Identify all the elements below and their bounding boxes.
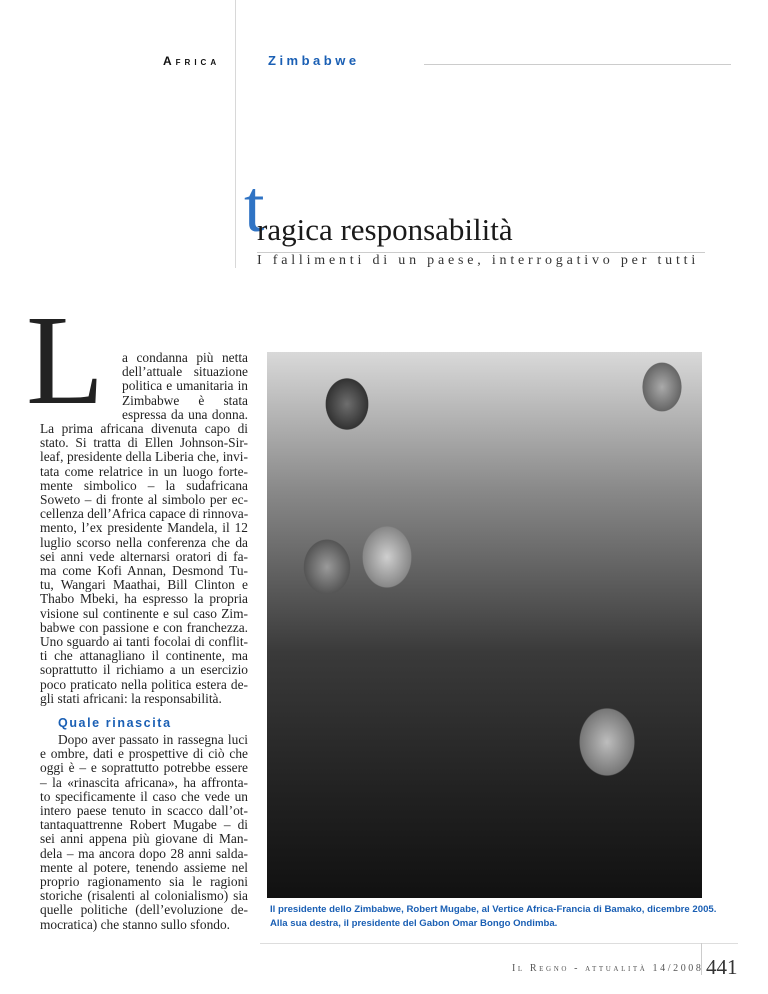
text-line: mocratica) che stanno sullo sfondo. [40, 916, 231, 932]
drop-cap: L [26, 289, 105, 431]
text-line: tantaquattrenne Robert Mugabe – di [40, 817, 248, 833]
text-line: Soweto – di fronte al simbolo per ec- [40, 492, 248, 507]
text-line: dell’attuale situazione [122, 364, 248, 380]
topic-label: Zimbabwe [268, 53, 360, 68]
text-line: babwe con passione e con franchezza. [40, 619, 248, 635]
article-title: ragica responsabilità [257, 212, 513, 247]
section-label: Africa [163, 54, 221, 68]
text-line: cellenza dell’Africa capace di rinnova- [40, 506, 249, 522]
footer-rule [260, 943, 738, 944]
publication-name: Il Regno - attualità 14/2008 [512, 963, 704, 974]
text-line: poco praticato nella politica estera de- [40, 676, 248, 692]
text-line: Uno sguardo ai tanti focolai di conflit- [40, 634, 248, 649]
title-initial: t [244, 166, 265, 248]
text-line: luglio scorso nella conferenza che da [40, 534, 248, 550]
text-line: a condanna più netta [122, 350, 248, 365]
text-line: – la «rinascita africana», ha affronta- [40, 774, 248, 790]
text-line: ti che attanagliano il continente, ma [40, 648, 248, 664]
text-line: sei anni vede alternarsi oratori di fa- [40, 548, 248, 564]
caption-line: Alla sua destra, il presidente del Gabon Omar Bongo Ondimba. [270, 918, 558, 929]
text-line: stato. Si tratta di Ellen Johnson-Sir- [40, 435, 248, 451]
text-line: Dopo aver passato in rassegna luci [58, 732, 248, 747]
photo [267, 352, 702, 898]
text-line: oggi è – e soprattutto potrebbe essere [40, 760, 248, 776]
text-line: soprattutto il richiamo a un esercizio [40, 662, 248, 678]
text-line: gli stati africani: la responsabilità. [40, 690, 222, 706]
text-line: storiche (risalenti al colonialismo) sia [40, 888, 248, 904]
page-number: 441 [706, 955, 738, 979]
text-line: sei anni appena più giovane di Man- [40, 831, 248, 847]
article-subtitle: I fallimenti di un paese, interrogativo per tutti [257, 253, 700, 268]
text-line: e ombre, dati e prospettive di ciò che [40, 746, 248, 762]
text-line: to specificamente il caso che vede un [40, 788, 248, 804]
photo-caption [270, 903, 716, 931]
header-rule [424, 64, 731, 65]
text-line: mento, l’ex presidente Mandela, il 12 [40, 520, 248, 536]
text-line: Thabo Mbeki, ha espresso la propria [40, 591, 248, 607]
vertical-divider [235, 0, 236, 268]
text-line: tu, Wangari Maathai, Bill Clinton e [40, 577, 248, 593]
text-line: visione sul continente e sul caso Zim- [40, 605, 248, 621]
text-line: quelle politiche (dell’evoluzione de- [40, 902, 248, 918]
text-line: La prima africana divenuta capo di [40, 421, 248, 436]
text-line: politica e umanitaria in [122, 378, 248, 394]
text-line: espressa da una donna. [122, 406, 248, 422]
subheading: Quale rinascita [58, 716, 172, 730]
text-line: mente al potere, tenendo assieme nel [40, 859, 248, 875]
text-line: dela – ma ancora dopo 28 anni salda- [40, 845, 248, 861]
text-line: proprio ragionamento sia le ragioni [40, 874, 248, 889]
text-line: ma come Kofi Annan, Desmond Tu- [40, 563, 248, 578]
text-line: tata come relatrice in un luogo forte- [40, 463, 248, 479]
text-line: mente simbolico – la sudafricana [40, 477, 248, 493]
caption-line: Il presidente dello Zimbabwe, Robert Mugabe, al Vertice Africa-Francia di Bamako, dicembre 2005. [270, 904, 717, 915]
text-line: Zimbabwe è stata [122, 392, 248, 408]
text-line: leaf, presidente della Liberia che, invi- [40, 449, 248, 465]
text-line: intero paese tenuto in scacco dall’ot- [40, 803, 248, 818]
